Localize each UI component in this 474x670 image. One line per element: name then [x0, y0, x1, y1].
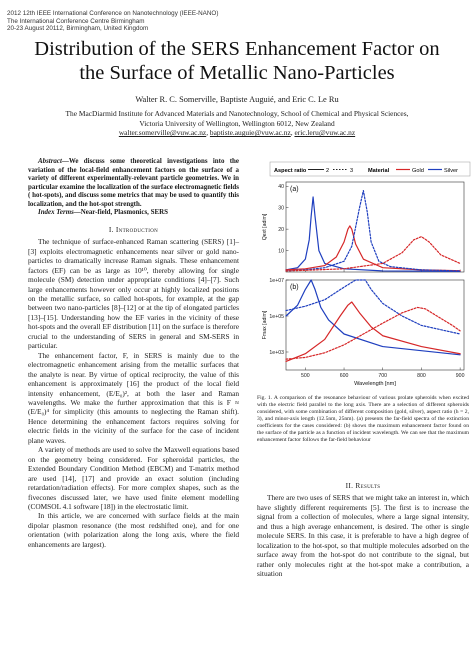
- figure-1: [258, 160, 472, 390]
- index-terms-text: —Near-field, Plasmonics, SERS: [73, 208, 168, 217]
- chart-legend: [270, 162, 470, 176]
- y-tick-label: 30: [278, 205, 284, 212]
- x-axis-label: Wavelength [nm]: [354, 381, 396, 387]
- legend-aspect-2: 2: [326, 168, 330, 174]
- title-line: the Surface of Metallic Nano-Particles: [79, 61, 395, 84]
- legend-silver: Silver: [444, 168, 458, 174]
- y-tick-label: 40: [278, 184, 284, 191]
- paragraph: There are two uses of SERS that we might take an interest in, which have slightly different requirements [5]. The first is to increase the signal from a collection of molecules, where a large signal intensity, and thus a high average enhancement, is desired. The other is single molecule SERS. In this case, it is preferable to have a high degree of localization to the hot-spot, so that multiple molecules adsorbed on the surface away from the hot-spot do not contribute to the signal, but rather only molecules right at the hot-spot make a contribution, a situation: [257, 493, 469, 579]
- y-axis-label: Qext [adim]: [262, 213, 268, 241]
- panel-a: [262, 182, 464, 272]
- affiliation-line: The MacDiarmid Institute for Advanced Materials and Nanotechnology, School of Chemical and Physical Sciences,: [65, 109, 409, 118]
- affiliation-line: Victoria University of Wellington, Wellington 6012, New Zealand: [139, 118, 335, 128]
- index-terms: [28, 208, 239, 217]
- y-tick-label: 1e+03: [269, 349, 284, 356]
- abstract: [28, 157, 239, 208]
- header-line: The International Conference Centre Birmingham: [7, 17, 145, 25]
- y-tick-label: 1e+07: [269, 277, 284, 284]
- x-tick-label: 600: [339, 373, 349, 379]
- spectra-chart: [258, 160, 472, 390]
- x-tick-label: 700: [378, 373, 388, 379]
- email-line: walter.somerville@vuw.ac.nz, baptiste.auguie@vuw.ac.nz, eric.leru@vuw.ac.nz: [118, 128, 356, 138]
- y-tick-label: 1e+05: [269, 313, 284, 320]
- title-line: Distribution of the SERS Enhancement Factor on: [34, 38, 440, 60]
- paragraph: In this article, we are concerned with surface fields at the main dipolar plasmon resonance (the most redshifted one), and for one orientation (with polarization along the long axis, where the field enhancements are largest).: [28, 511, 239, 549]
- section-heading: II. Results: [345, 481, 381, 490]
- caption-label: Fig. 1.: [257, 395, 273, 401]
- right-column: [257, 478, 469, 579]
- plot-frame: [286, 182, 464, 272]
- abstract-label: Abstract: [38, 157, 62, 165]
- x-tick-label: 900: [455, 373, 465, 379]
- abstract-text: —We discuss some theoretical investigations into the variation of the local-field enhancement factors on the surface of a variety of different experimentally-relevant particle geometries. We in particular examine the localization of the surface electromagnetic fields ( hot-spots), and discuss some metrics that may be used to quantify this localization, and the hot-spot strength.: [28, 157, 239, 208]
- email-link[interactable]: eric.leru@vuw.ac.nz: [294, 128, 356, 138]
- y-tick-label: 20: [278, 226, 284, 233]
- legend-aspect-3: 3: [350, 168, 354, 174]
- header-line: 20-23 August 20112, Birmingham, United Kingdom: [7, 25, 149, 33]
- paragraph: A variety of methods are used to solve the Maxwell equations based on the geometry being considered. For spheroidal particles, the Extended Boundary Condition Method (EBCM) and T-matrix method are used [14], [17] and provide an exact solution (including retardation/radiation effects). For more complex shapes, such as the fivecones discussed later, we have used finite element modelling (COMSOL 4.1 software [18]) in the electrostatic limit.: [28, 445, 239, 511]
- panel-b: [262, 278, 464, 370]
- conference-header: [7, 10, 307, 33]
- authors: Walter R. C. Somerville, Baptiste Auguié, and Eric C. Le Ru: [135, 95, 339, 104]
- paragraph: The technique of surface-enhanced Raman scattering (SERS) [1]–[3] exploits electromagnetic enhancements near silver or gold nano-particles to dramatically increase Raman signals. These enhancement factors (EF) can be as large as 10¹⁰, thereby allowing for single molecule (SM) detection under appropriate conditions [4]–[7]. Such large enhancements however only occur at highly localized positions on the metallic surface, so called hot-spots, for example, at the gap between two nano-particles [8]–[12] or at the tip of elongated particles [13]–[15]. Understanding how the EF varies in the vicinity of these hot-spots and the overall EF distribution [11] on the surface is therefore crucial to the understanding of SERS in general and SM-SERS in particular.: [28, 237, 239, 351]
- panel-label: (b): [290, 284, 299, 291]
- y-tick-label: 10: [278, 248, 284, 255]
- panel-label: (a): [290, 186, 299, 193]
- affiliation: [0, 109, 474, 138]
- y-axis-label: Fmax [adim]: [262, 310, 268, 340]
- x-tick-label: 800: [417, 373, 426, 379]
- x-axis: [301, 373, 465, 387]
- legend-gold: Gold: [412, 168, 424, 174]
- x-tick-label: 500: [301, 373, 310, 379]
- paper-title: [0, 38, 474, 85]
- legend-material-title: Material: [368, 168, 390, 174]
- left-column: [28, 157, 239, 549]
- section-heading: I. Introduction: [108, 224, 159, 234]
- paragraph: The enhancement factor, F, in SERS is mainly due to the electromagnetic enhancement arising from the metallic surfaces that the analyte is near. By virtue of optical reciprocity, the value of this enhancement is approximately [16] the product of the local field intensity enhancement, (E/E₀)², at both the laser and Raman wavelengths. We make the further approximation that this is F ≈ (E/E₀)⁴ for simplicity (this amounts to neglecting the Raman shift). Hence determining the enhancement factors requires solving for electric fields in the vicinity of the surface for the case of incident plane waves.: [28, 350, 239, 445]
- legend-aspect-title: Aspect ratio: [274, 168, 307, 174]
- header-line: 2012 12th IEEE International Conference on Nanotechnology (IEEE-NANO): [7, 10, 219, 17]
- email-link[interactable]: baptiste.auguie@vuw.ac.nz: [209, 128, 291, 138]
- index-terms-label: Index Terms: [38, 208, 74, 217]
- figure-caption: [257, 395, 469, 444]
- caption-text: A comparison of the resonance behaviour of various prolate spheroids when excited with the electric field parallel to the long axis. There are a selection of different spheroids considered, with some combination of different composition (gold, silver), aspect ratio (h = 2, 3), and minor-axis length (12.5nm, 25nm). (a) presents the far-field spectra of the extinction coefficients for the cases considered: (b) shows the maximum enhancement factor found on the surface of the particle as a function of incident wavelength. We can see that the maximum enhancement factor follows the far-field behaviour: [257, 395, 469, 443]
- email-link[interactable]: walter.somerville@vuw.ac.nz: [118, 128, 207, 138]
